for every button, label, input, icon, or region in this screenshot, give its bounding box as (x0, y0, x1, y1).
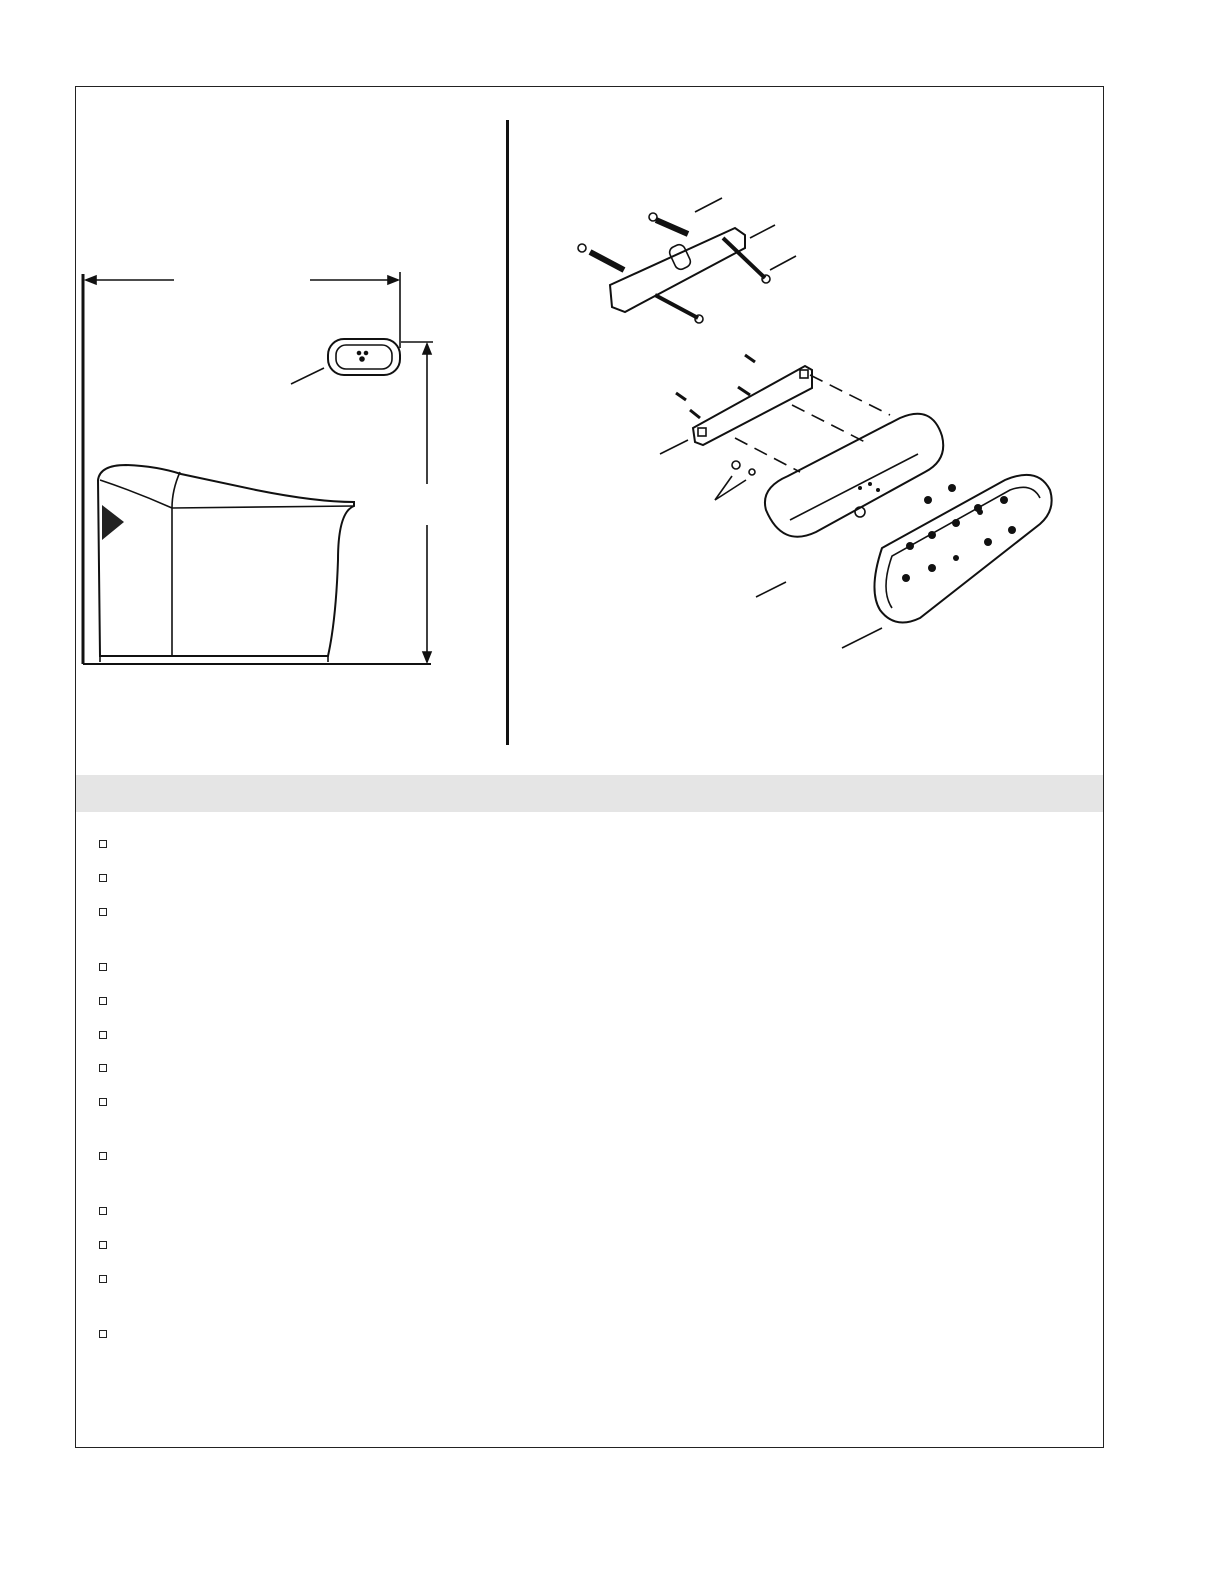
empty-square-icon[interactable] (99, 963, 107, 971)
empty-square-icon[interactable] (99, 1241, 107, 1249)
empty-square-icon[interactable] (99, 908, 107, 916)
empty-square-icon[interactable] (99, 1275, 107, 1283)
checklist-item (99, 1092, 119, 1112)
checklist-item (99, 1324, 119, 1344)
checklist-item (99, 902, 119, 922)
column-divider (506, 120, 509, 745)
checklist-item (99, 1235, 119, 1255)
empty-square-icon[interactable] (99, 840, 107, 848)
empty-square-icon[interactable] (99, 1064, 107, 1072)
checklist-item (99, 1269, 119, 1289)
checklist-item (99, 957, 119, 977)
empty-square-icon[interactable] (99, 1098, 107, 1106)
remote-bracket-exploded-diagram (560, 190, 1060, 660)
checklist-item (99, 1201, 119, 1221)
checklist-item (99, 834, 119, 854)
checklist-item (99, 868, 119, 888)
toilet-remote-location-diagram (76, 260, 506, 680)
empty-square-icon[interactable] (99, 1330, 107, 1338)
empty-square-icon[interactable] (99, 1152, 107, 1160)
checklist-item (99, 1025, 119, 1045)
checklist-item (99, 1146, 119, 1166)
empty-square-icon[interactable] (99, 1207, 107, 1215)
checklist-item (99, 991, 119, 1011)
checklist-item (99, 1058, 119, 1078)
empty-square-icon[interactable] (99, 997, 107, 1005)
empty-square-icon[interactable] (99, 1031, 107, 1039)
empty-square-icon[interactable] (99, 874, 107, 882)
section-header-band (76, 775, 1103, 812)
